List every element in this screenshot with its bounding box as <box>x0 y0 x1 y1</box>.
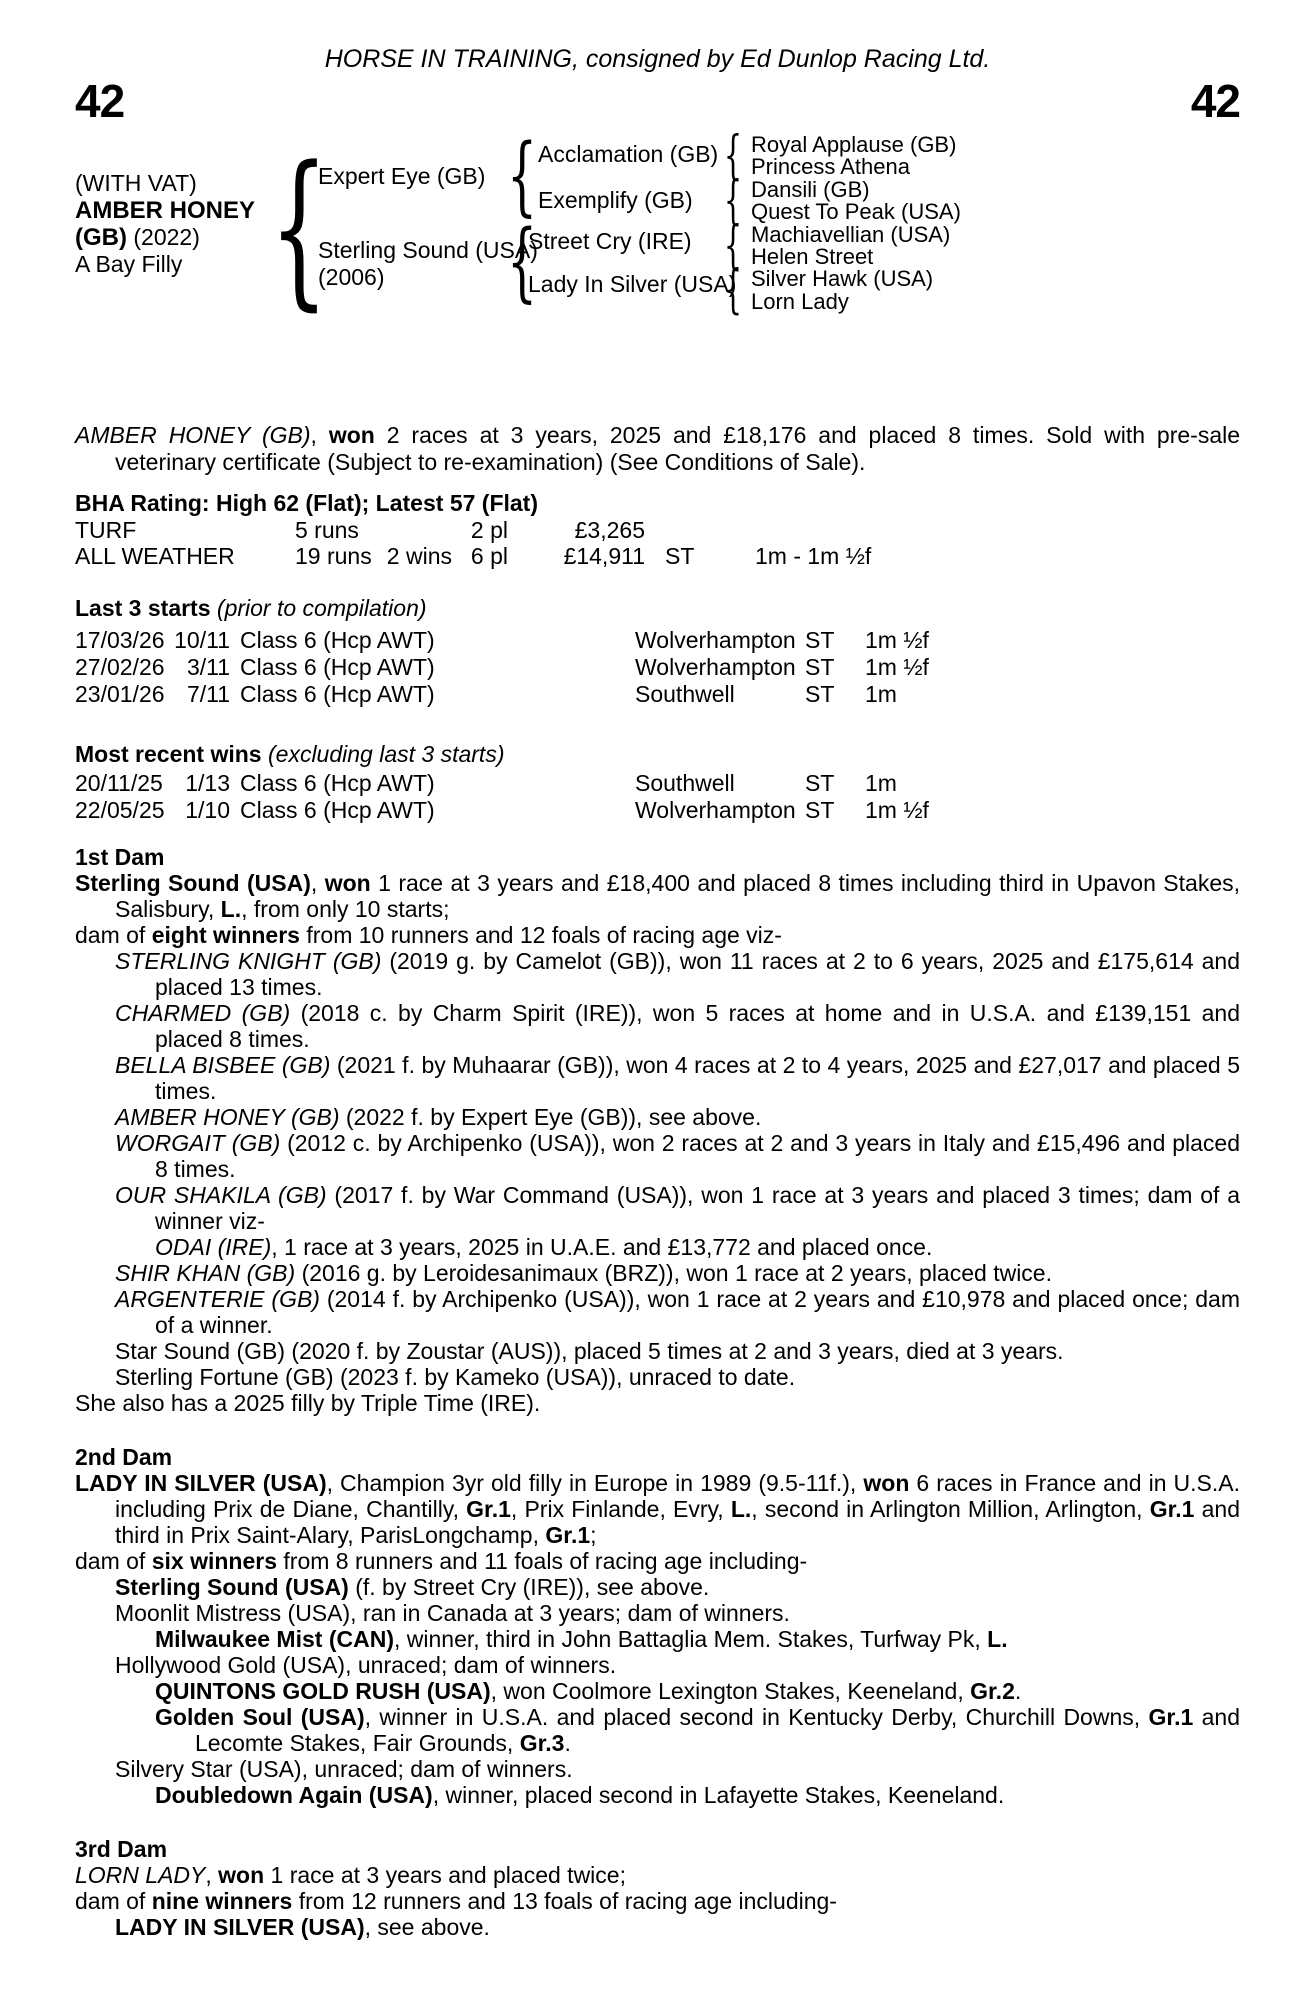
dam-produce-summary: dam of nine winners from 12 runners and 13 foals of racing age including- <box>75 1888 837 1914</box>
runs-count: 5 runs <box>295 517 359 543</box>
race-class: Class 6 (Hcp AWT) <box>240 627 435 653</box>
race-date: 23/01/26 <box>75 681 165 707</box>
race-class: Class 6 (Hcp AWT) <box>240 797 435 823</box>
produce-subentry: QUINTONS GOLD RUSH (USA), won Coolmore Lexington Stakes, Keeneland, Gr.2. <box>155 1678 1022 1704</box>
surface-label: TURF <box>75 517 137 543</box>
consignor-line: HORSE IN TRAINING, consigned by Ed Dunlop Racing Ltd. <box>324 45 991 73</box>
pedigree-brace-gen1: { <box>269 130 329 326</box>
earnings: £3,265 <box>574 517 645 543</box>
pedigree-gen3-7: Silver Hawk (USA) <box>751 266 934 291</box>
race-course: Southwell <box>635 681 735 707</box>
pedigree-gen3-8: Lorn Lady <box>751 289 849 314</box>
dam-note: She also has a 2025 filly by Triple Time (IRE). <box>75 1390 541 1416</box>
produce-entry: Star Sound (GB) (2020 f. by Zoustar (AUS)), placed 5 times at 2 and 3 years, died at 3 years. <box>115 1338 1064 1364</box>
horse-suffix-year <box>75 224 255 251</box>
pedigree-gen2-dam-sire: Street Cry (IRE) <box>528 228 692 254</box>
produce-entry: ARGENTERIE (GB) (2014 f. by Archipenko (USA)), won 1 race at 2 years and £10,978 and placed once; dam of a winner. <box>115 1286 1240 1338</box>
produce-entry: OUR SHAKILA (GB) (2017 f. by War Command (USA)), won 1 race at 3 years and placed 3 times; dam of a winner viz- <box>115 1182 1240 1234</box>
race-position: 7/11 <box>186 681 230 707</box>
produce-subentry: Milwaukee Mist (CAN), winner, third in John Battaglia Mem. Stakes, Turfway Pk, L. <box>155 1626 1008 1652</box>
race-surface: ST <box>805 681 835 707</box>
produce-subentry: ODAI (IRE), 1 race at 3 years, 2025 in U.A.E. and £13,772 and placed once. <box>155 1234 933 1260</box>
produce-entry: Hollywood Gold (USA), unraced; dam of winners. <box>115 1652 617 1678</box>
earnings: £14,911 <box>563 543 645 569</box>
produce-entry: AMBER HONEY (GB) (2022 f. by Expert Eye (GB)), see above. <box>115 1104 762 1130</box>
pedigree-dam-year: (2006) <box>318 264 385 290</box>
pedigree-brace-dam-side: { <box>506 212 538 312</box>
surface-code: ST <box>665 543 695 569</box>
race-position: 10/11 <box>174 627 230 653</box>
dam-record: LADY IN SILVER (USA), Champion 3yr old filly in Europe in 1989 (9.5-11f.), won 6 races in France and in U.S.A. including Prix de Diane, Chantilly, Gr.1, Prix Finlande, Evry, L., second in Arlington Million, Arlington, Gr.1 and third in Prix Saint-Alary, ParisLongchamp, Gr.1; <box>75 1470 1241 1548</box>
last-3-starts-heading: Last 3 starts (prior to compilation) <box>75 595 427 621</box>
race-record-summary: AMBER HONEY (GB), won 2 races at 3 years, 2025 and £18,176 and placed 8 times. Sold with pre-sale veterinary certificate (Subject to re-examination) (See Conditions of Sale). <box>75 422 1241 475</box>
dam-produce-summary: dam of eight winners from 10 runners and 12 foals of racing age viz- <box>75 922 782 948</box>
last-3-starts-table <box>75 627 1240 708</box>
surface-label: ALL WEATHER <box>75 543 235 569</box>
race-course: Wolverhampton <box>635 627 796 653</box>
produce-entry: LADY IN SILVER (USA), see above. <box>115 1914 490 1940</box>
race-date: 20/11/25 <box>75 770 163 796</box>
pedigree-gen2-sire-sire: Acclamation (GB) <box>538 141 719 167</box>
race-class: Class 6 (Hcp AWT) <box>240 770 435 796</box>
pedigree-gen3-3: Dansili (GB) <box>751 177 870 202</box>
bha-rating-line: BHA Rating: High 62 (Flat); Latest 57 (Flat) <box>75 490 538 516</box>
runs-count: 19 runs <box>295 543 372 569</box>
dam-record: Sterling Sound (USA), won 1 race at 3 years and £18,400 and placed 8 times including third in Upavon Stakes, Salisbury, L., from only 10 starts; <box>75 870 1240 922</box>
produce-entry: Moonlit Mistress (USA), ran in Canada at 3 years; dam of winners. <box>115 1600 790 1626</box>
race-distance: 1m <box>865 681 897 707</box>
race-surface: ST <box>805 654 835 680</box>
race-course: Wolverhampton <box>635 797 796 823</box>
produce-entry: CHARMED (GB) (2018 c. by Charm Spirit (IRE)), won 5 races at home and in U.S.A. and £139,151 and placed 8 times. <box>115 1000 1240 1052</box>
pedigree-dam: Sterling Sound (USA) <box>318 237 538 263</box>
pedigree-brace-sire-side: { <box>506 126 538 226</box>
pedigree-brace-gen3-1: { <box>723 126 743 186</box>
second-dam-heading: 2nd Dam <box>75 1444 173 1470</box>
pedigree-gen3-6: Helen Street <box>751 244 874 269</box>
race-date: 27/02/26 <box>75 654 165 680</box>
produce-entry: SHIR KHAN (GB) (2016 g. by Leroidesanimaux (BRZ)), won 1 race at 2 years, placed twice. <box>115 1260 1052 1286</box>
produce-entry: Sterling Sound (USA) (f. by Street Cry (IRE)), see above. <box>115 1574 710 1600</box>
horse-info <box>75 170 255 278</box>
distance-range: 1m - 1m ½f <box>755 543 872 569</box>
pedigree-gen3-4: Quest To Peak (USA) <box>751 199 961 224</box>
horse-description: A Bay Filly <box>75 251 183 277</box>
race-course: Wolverhampton <box>635 654 796 680</box>
horse-name: AMBER HONEY <box>75 197 256 224</box>
horse-suffix: (GB) <box>75 224 127 251</box>
dam-record: LORN LADY, won 1 race at 3 years and placed twice; <box>75 1862 626 1888</box>
third-dam-heading: 3rd Dam <box>75 1836 168 1862</box>
horse-birth-year: (2022) <box>133 224 200 250</box>
lot-number-right: 42 <box>1190 75 1240 127</box>
race-distance: 1m <box>865 770 897 796</box>
race-distance: 1m ½f <box>865 627 929 653</box>
pedigree-gen3-1: Royal Applause (GB) <box>751 132 957 157</box>
race-date: 22/05/25 <box>75 797 165 823</box>
third-dam-section <box>75 1836 1240 1940</box>
surface-stats-table <box>75 517 1240 569</box>
first-dam-section <box>75 844 1240 1416</box>
most-recent-wins-table <box>75 770 1240 824</box>
race-class: Class 6 (Hcp AWT) <box>240 654 435 680</box>
race-surface: ST <box>805 770 835 796</box>
pedigree-brace-gen3-4: { <box>723 260 743 320</box>
pedigree-brace-gen3-2: { <box>723 171 743 231</box>
vat-note: (WITH VAT) <box>75 170 197 196</box>
race-course: Southwell <box>635 770 735 796</box>
race-date: 17/03/26 <box>75 627 165 653</box>
produce-entry: STERLING KNIGHT (GB) (2019 g. by Camelot (GB)), won 11 races at 2 to 6 years, 2025 and £175,614 and placed 13 times. <box>115 948 1240 1000</box>
produce-entry: WORGAIT (GB) (2012 c. by Archipenko (USA)), won 2 races at 2 and 3 years in Italy and £15,496 and placed 8 times. <box>115 1130 1240 1182</box>
produce-entry: BELLA BISBEE (GB) (2021 f. by Muhaarar (GB)), won 4 races at 2 to 4 years, 2025 and £27,017 and placed 5 times. <box>115 1052 1240 1104</box>
most-recent-wins-heading: Most recent wins (excluding last 3 starts) <box>75 741 505 767</box>
second-dam-section <box>75 1444 1240 1808</box>
produce-entry: Sterling Fortune (GB) (2023 f. by Kameko (USA)), unraced to date. <box>115 1364 796 1390</box>
lot-number-row <box>75 75 1240 127</box>
pedigree-gen2-sire-dam: Exemplify (GB) <box>538 187 693 213</box>
race-surface: ST <box>805 797 835 823</box>
dam-produce-summary: dam of six winners from 8 runners and 11 foals of racing age including- <box>75 1548 808 1574</box>
lot-number-left: 42 <box>75 75 125 127</box>
pedigree-gen3-2: Princess Athena <box>751 154 910 179</box>
surface-code <box>645 517 755 543</box>
pedigree-gen3-5: Machiavellian (USA) <box>751 222 951 247</box>
race-position: 1/13 <box>185 770 230 796</box>
race-surface: ST <box>805 627 835 653</box>
race-position: 3/11 <box>186 654 230 680</box>
produce-subentry: Doubledown Again (USA), winner, placed second in Lafayette Stakes, Keeneland. <box>155 1782 1005 1808</box>
places-count: 6 pl <box>470 543 508 569</box>
pedigree-gen2-dam-dam: Lady In Silver (USA) <box>528 271 737 297</box>
pedigree-brace-gen3-3: { <box>723 216 743 276</box>
wins-count: 2 wins <box>386 543 452 569</box>
pedigree-table <box>75 126 1240 326</box>
race-class: Class 6 (Hcp AWT) <box>240 681 435 707</box>
race-distance: 1m ½f <box>865 654 929 680</box>
wins-count <box>355 517 452 543</box>
pedigree-sire: Expert Eye (GB) <box>318 163 486 189</box>
places-count: 2 pl <box>470 517 508 543</box>
race-position: 1/10 <box>185 797 230 823</box>
produce-subentry: Golden Soul (USA), winner in U.S.A. and placed second in Kentucky Derby, Churchill Downs, Gr.1 and Lecomte Stakes, Fair Grounds, Gr.3. <box>155 1704 1240 1756</box>
produce-entry: Silvery Star (USA), unraced; dam of winners. <box>115 1756 573 1782</box>
distance-range <box>755 517 1240 543</box>
race-distance: 1m ½f <box>865 797 929 823</box>
first-dam-heading: 1st Dam <box>75 844 165 870</box>
